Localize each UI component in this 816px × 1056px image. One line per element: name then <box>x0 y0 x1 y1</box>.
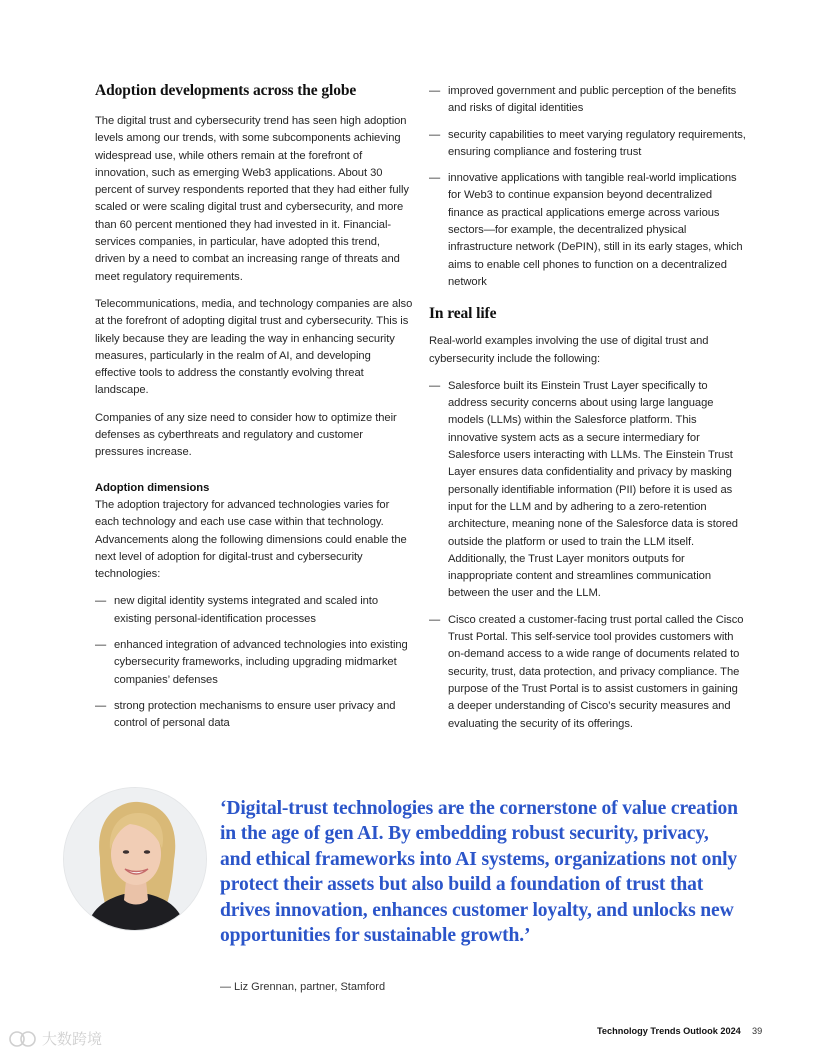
dash-bullet: — <box>95 639 107 652</box>
list-item-text: strong protection mechanisms to ensure user privacy and control of personal data <box>114 699 396 730</box>
footer-publication-title: Technology Trends Outlook 2024 <box>597 1026 741 1036</box>
list-item-text: security capabilities to meet varying regulatory requirements, ensuring compliance and fostering trust <box>448 128 746 158</box>
pull-quote: ‘Digital-trust technologies are the cornerstone of value creation in the age of gen AI. By embedding robust security, privacy, and ethical frameworks into AI systems, organizations not only protect their assets but also build a foundation of trust that drives innovation, enhances customer loyalty, and unlocks new opportunities for sustainable growth.’ <box>220 798 738 947</box>
list-item <box>429 83 747 118</box>
watermark-logo-icon <box>8 1030 38 1048</box>
portrait-photo <box>63 787 207 931</box>
portrait-illustration <box>64 788 207 931</box>
dimensions-list <box>95 593 413 732</box>
watermark-text: 大数跨境 <box>42 1031 103 1048</box>
list-item-text: Salesforce built its Einstein Trust Layer specifically to address security concerns about using large language models (LLMs) within the Salesforce platform. This innovative system acts as a secure intermediary for Salesforce users interacting with LLMs. The Einstein Trust Layer ensures data confidentiality and privacy by masking personally identifiable information (PII) before it is used as input for the LLM and by adhering to a zero-retention architecture, meaning none of the Salesforce data is stored outside the platform or used to train the LLM itself. Additionally, the Trust Layer monitors outputs for inappropriate content and streamlines communication between the user and the LLM. <box>448 379 738 600</box>
page-number: 39 <box>752 1026 763 1036</box>
section-heading-adoption: Adoption developments across the globe <box>95 82 357 99</box>
list-item-text: improved government and public perception of the benefits and risks of digital identities <box>448 85 737 115</box>
list-item-text: new digital identity systems integrated and scaled into existing personal-identification processes <box>114 595 379 625</box>
dash-bullet: — <box>429 613 441 626</box>
dash-bullet: — <box>429 379 441 392</box>
list-item <box>95 698 413 733</box>
list-item <box>429 170 747 291</box>
list-item-text: Cisco created a customer-facing trust portal called the Cisco Trust Portal. This self-service tool provides customers with on-demand access to a wide range of documents related to security, trust, data protection, and privacy compliance. The purpose of the Trust Portal is to assist customers in gaining a deeper understanding of Cisco’s security measures and evaluating the security of its offerings. <box>448 613 744 730</box>
subheading-adoption-dimensions: Adoption dimensions <box>95 481 210 494</box>
list-item <box>429 378 747 603</box>
paragraph: The adoption trajectory for advanced technologies varies for each technology and each use case within that technology. Advancements along the following dimensions could enable the next level of adoption for digital-trust and cybersecurity technologies: <box>95 498 407 581</box>
dash-bullet: — <box>95 595 107 608</box>
dash-bullet: — <box>429 85 441 97</box>
section-heading-in-real-life: In real life <box>429 305 497 323</box>
watermark <box>8 1028 102 1049</box>
paragraph: Real-world examples involving the use of digital trust and cybersecurity include the following: <box>429 335 709 365</box>
dash-bullet: — <box>95 699 107 712</box>
quote-attribution: — Liz Grennan, partner, Stamford <box>220 981 386 993</box>
dimensions-list-continued <box>429 83 747 291</box>
left-column <box>95 80 413 742</box>
dash-bullet: — <box>429 128 441 141</box>
paragraph: Companies of any size need to consider how to optimize their defenses as cyberthreats and regulatory and customer pressures increase. <box>95 411 397 459</box>
list-item-text: innovative applications with tangible real-world implications for Web3 to continue expansion beyond decentralized finance as practical applications emerge across various sectors—for example, the decentralized physical infrastructure network (DePIN), still in its early stages, which aims to enable cell phones to function on a decentralized network <box>448 172 743 288</box>
examples-list <box>429 378 747 733</box>
dash-bullet: — <box>429 172 441 185</box>
list-item <box>429 127 747 162</box>
paragraph: The digital trust and cybersecurity trend has seen high adoption levels among our trends, with some subcomponents achieving widespread use, while others remain at the forefront of innovation, such as emerging Web3 applications. About 30 percent of survey respondents reported that they had either fully scaled or were scaling digital trust and cybersecurity, and more than 60 percent mentioned they had invested in it. Financial-services companies, in particular, have adopted this trend, driven by a need to combat an increasing range of threats and meet regulatory requirements. <box>95 115 409 283</box>
list-item-text: enhanced integration of advanced technologies into existing cybersecurity frameworks, including upgrading midmarket companies’ defenses <box>114 639 408 686</box>
right-column <box>429 80 747 742</box>
list-item <box>95 637 413 689</box>
list-item <box>429 612 747 733</box>
list-item <box>95 593 413 628</box>
paragraph: Telecommunications, media, and technology companies are also at the forefront of adopting digital trust and cybersecurity. This is likely because they are leading the way in enhancing security measures, particularly in the realm of AI, and developing effective tools to address the constantly evolving threat landscape. <box>95 297 413 397</box>
